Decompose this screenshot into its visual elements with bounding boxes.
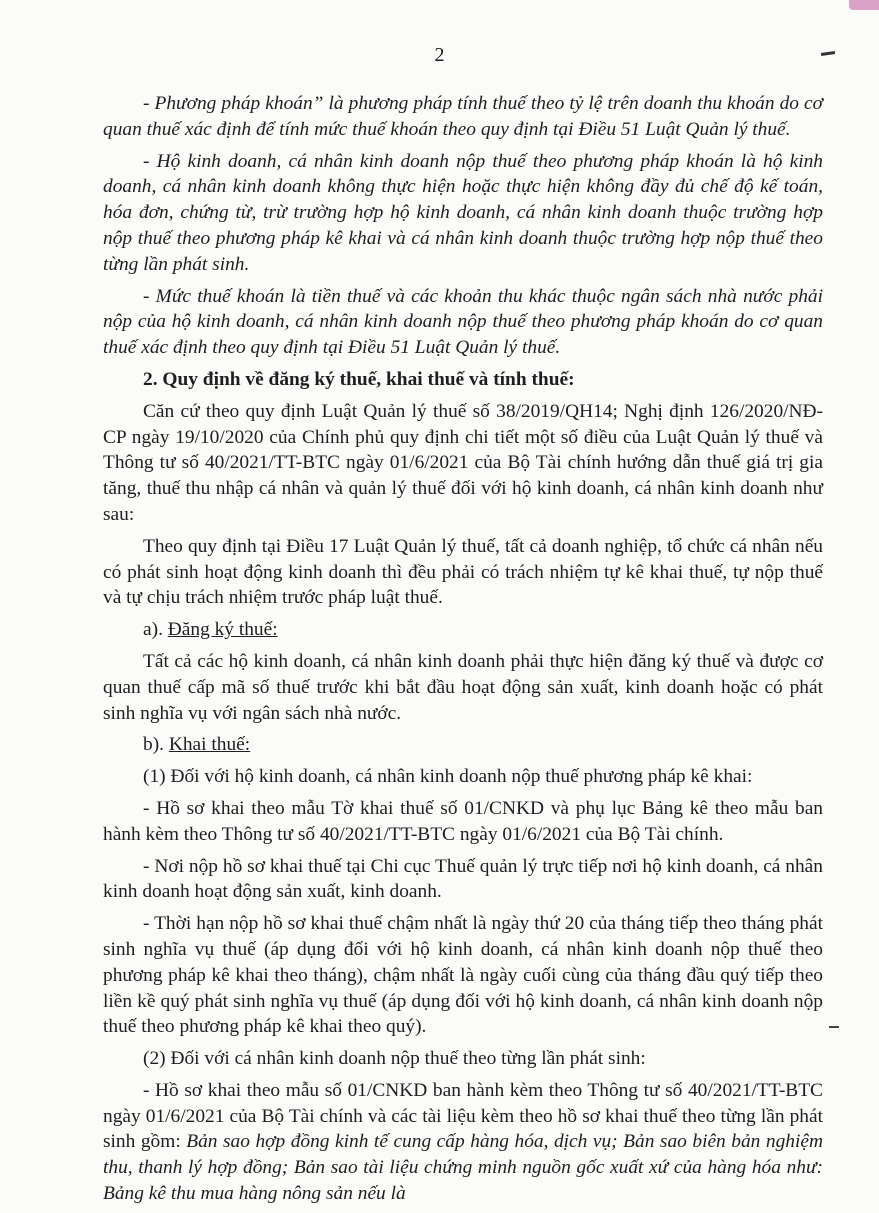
paragraph — [103, 1078, 823, 1207]
paragraph: Tất cả các hộ kinh doanh, cá nhân kinh doanh phải thực hiện đăng ký thuế và được cơ quan thuế cấp mã số thuế trước khi bắt đầu hoạt động sản xuất, kinh doanh hoặc có phát sinh nghĩa vụ với ngân sách nhà nước. — [103, 650, 823, 724]
subsection-title: Đăng ký thuế: — [167, 619, 278, 641]
paragraph: - Mức thuế khoán là tiền thuế và các khoản thu khác thuộc ngân sách nhà nước phải nộp của hộ kinh doanh, cá nhân kinh doanh nộp thuế theo phương pháp khoán do cơ quan thuế xác định theo quy định tại Điều 51 Luật Quản lý thuế. — [103, 285, 823, 359]
scan-mark — [829, 1026, 839, 1028]
page-number: 2 — [434, 44, 445, 66]
subsection-prefix: a). — [143, 619, 168, 641]
paragraph-text: - Hồ sơ khai theo mẫu số 01/CNKD ban hành kèm theo Thông tư số 40/2021/TT-BTC ngày 01/6/2021 của Bộ Tài chính và các tài liệu kèm theo hồ sơ khai thuế theo từng lần phát sinh gồm: — [103, 1079, 823, 1153]
subsection-heading — [103, 617, 823, 643]
paragraph: - Hồ sơ khai theo mẫu Tờ khai thuế số 01/CNKD và phụ lục Bảng kê theo mẫu ban hành kèm theo Thông tư số 40/2021/TT-BTC ngày 01/6/2021 của Bộ Tài chính. — [103, 797, 823, 845]
subsection-prefix: b). — [143, 734, 169, 756]
paragraph: - Hộ kinh doanh, cá nhân kinh doanh nộp thuế theo phương pháp khoán là hộ kinh doanh, cá nhân kinh doanh không thực hiện hoặc thực hiện không đầy đủ chế độ kế toán, hóa đơn, chứng từ, trừ trường hợp hộ kinh doanh, cá nhân kinh doanh thuộc trường hợp nộp thuế theo phương pháp kê khai và cá nhân kinh doanh thuộc trường hợp nộp thuế theo từng lần phát sinh. — [103, 150, 823, 275]
paragraph-italic-text: Bản sao hợp đồng kinh tế cung cấp hàng hóa, dịch vụ; Bản sao biên bản nghiệm thu, thanh lý hợp đồng; Bản sao tài liệu chứng minh nguồn gốc xuất xứ của hàng hóa như: Bảng kê thu mua hàng nông sản nếu là — [103, 1131, 823, 1205]
paragraph: Căn cứ theo quy định Luật Quản lý thuế số 38/2019/QH14; Nghị định 126/2020/NĐ-CP ngày 19/10/2020 của Chính phủ quy định chi tiết một số điều của Luật Quản lý thuế và Thông tư số 40/2021/TT-BTC ngày 01/6/2021 của Bộ Tài chính hướng dẫn thuế giá trị gia tăng, thuế thu nhập cá nhân và quản lý thuế đối với hộ kinh doanh, cá nhân kinh doanh như sau: — [103, 400, 823, 525]
corner-mark — [849, 0, 879, 10]
paragraph: - Thời hạn nộp hồ sơ khai thuế chậm nhất là ngày thứ 20 của tháng tiếp theo tháng phát sinh nghĩa vụ thuế (áp dụng đối với hộ kinh doanh, cá nhân kinh doanh nộp thuế theo phương pháp kê khai theo tháng), chậm nhất là ngày cuối cùng của tháng đầu quý tiếp theo liền kề quý phát sinh nghĩa vụ thuế (áp dụng đối với hộ kinh doanh, cá nhân kinh doanh nộp thuế theo phương pháp kê khai theo quý). — [103, 913, 823, 1038]
paragraph: - Nơi nộp hồ sơ khai thuế tại Chi cục Thuế quản lý trực tiếp nơi hộ kinh doanh, cá nhân kinh doanh hoạt động sản xuất, kinh doanh. — [103, 855, 823, 903]
paragraph: (1) Đối với hộ kinh doanh, cá nhân kinh doanh nộp thuế phương pháp kê khai: — [143, 766, 753, 788]
paragraph: - Phương pháp khoán” là phương pháp tính thuế theo tỷ lệ trên doanh thu khoán do cơ quan thuế xác định để tính mức thuế khoán theo quy định tại Điều 51 Luật Quản lý thuế. — [103, 93, 823, 140]
section-heading: 2. Quy định về đăng ký thuế, khai thuế và tính thuế: — [143, 368, 575, 390]
paragraph: (2) Đối với cá nhân kinh doanh nộp thuế theo từng lần phát sinh: — [143, 1048, 646, 1070]
subsection-title: Khai thuế: — [168, 734, 251, 756]
subsection-heading — [103, 732, 823, 758]
document-body — [103, 91, 823, 1213]
paragraph: Theo quy định tại Điều 17 Luật Quản lý thuế, tất cả doanh nghiệp, tổ chức cá nhân nếu có phát sinh hoạt động kinh doanh thì đều phải có trách nhiệm tự kê khai thuế, tự nộp thuế và tự chịu trách nhiệm trước pháp luật thuế. — [103, 535, 823, 609]
